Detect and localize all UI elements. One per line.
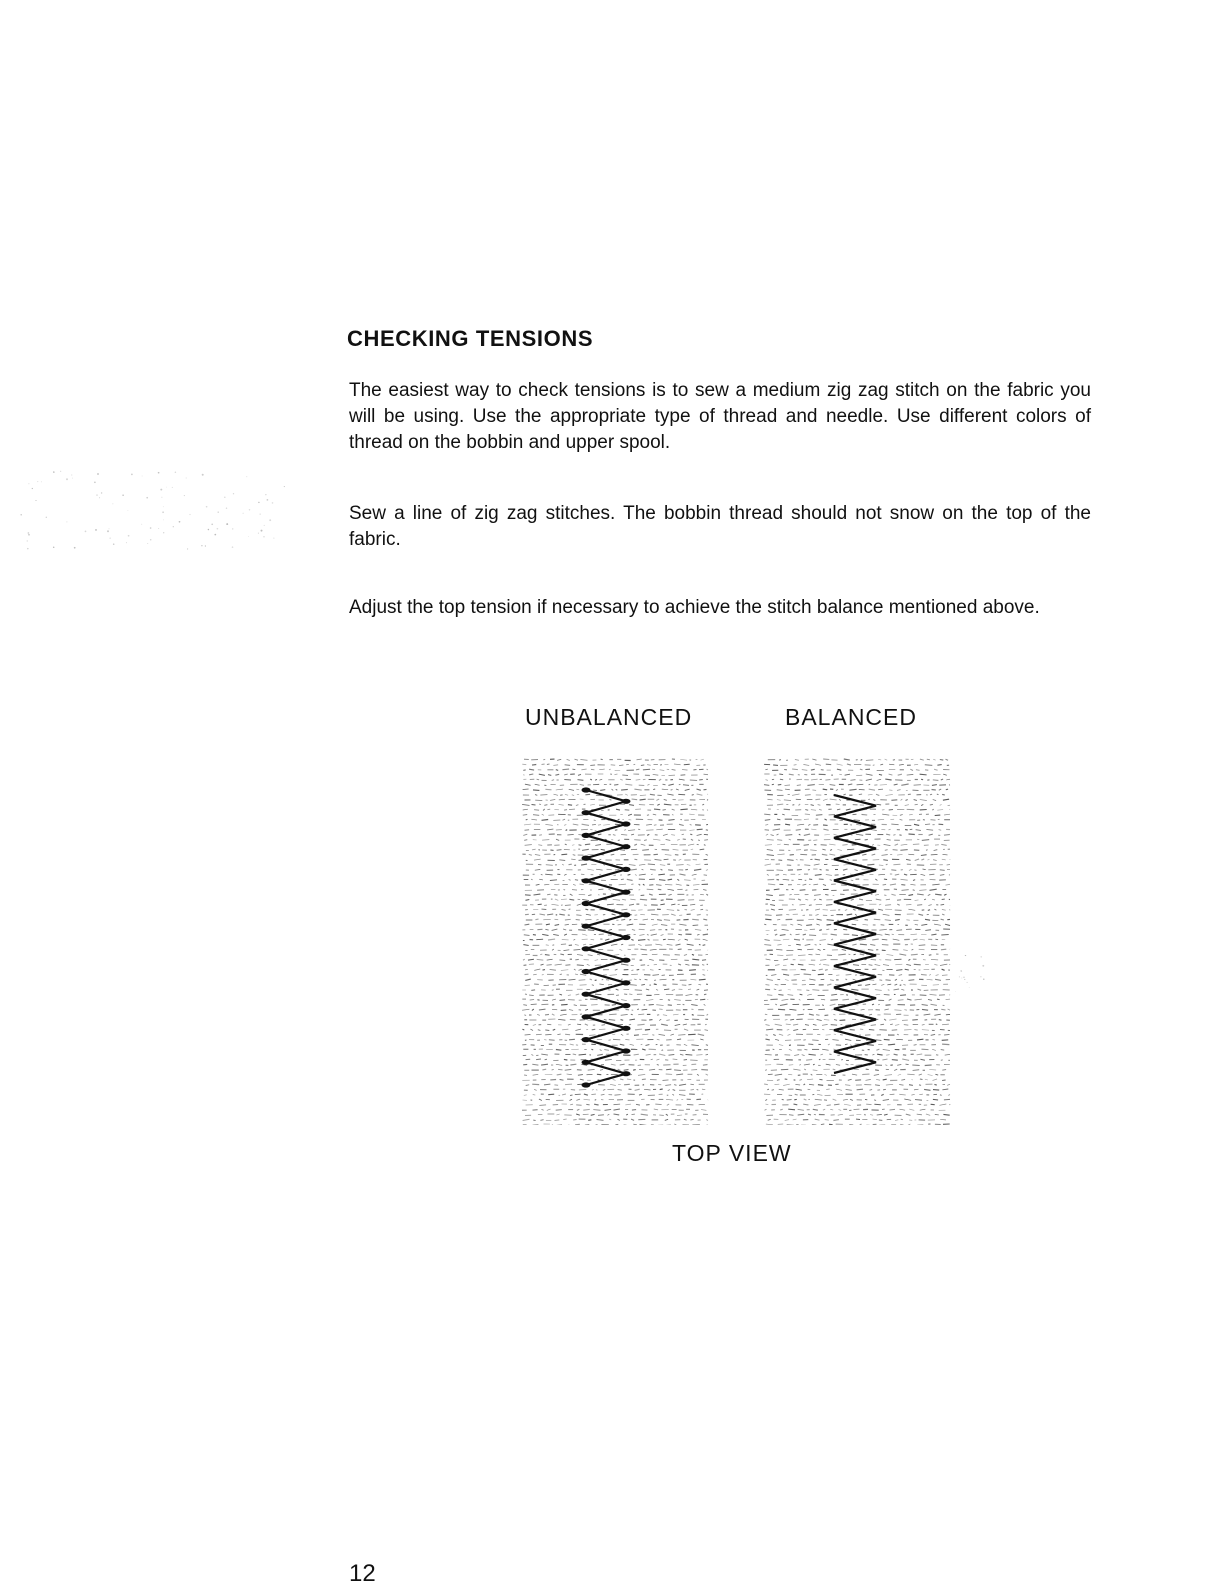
bobbin-knot (622, 980, 631, 985)
scan-speckle (955, 955, 985, 995)
bobbin-knot (582, 856, 591, 861)
bobbin-knot (622, 1026, 631, 1031)
figure-caption: TOP VIEW (672, 1140, 792, 1167)
page-number: 12 (349, 1560, 376, 1588)
bobbin-knot (622, 935, 631, 940)
bobbin-knot (582, 878, 591, 883)
section-heading: CHECKING TENSIONS (347, 326, 593, 352)
bobbin-knot (582, 810, 591, 815)
bobbin-knot (582, 1082, 591, 1087)
bobbin-knot (582, 1014, 591, 1019)
unbalanced-label: UNBALANCED (525, 704, 692, 731)
bobbin-knot (582, 969, 591, 974)
bobbin-knot (622, 1071, 631, 1076)
bobbin-knot (622, 912, 631, 917)
bobbin-knot (622, 867, 631, 872)
balanced-stitch-illustration (762, 755, 952, 1125)
balanced-label: BALANCED (785, 704, 917, 731)
bobbin-knot (582, 1060, 591, 1065)
fabric-texture (764, 759, 950, 1125)
bobbin-knot (582, 992, 591, 997)
bobbin-knot (622, 799, 631, 804)
zigzag-stitch (834, 795, 876, 1073)
bobbin-knot (622, 890, 631, 895)
bobbin-knot (582, 924, 591, 929)
bobbin-knot (582, 787, 591, 792)
bobbin-knot (582, 901, 591, 906)
bobbin-thread-knots (582, 787, 631, 1087)
bobbin-knot (622, 821, 631, 826)
bobbin-knot (622, 1048, 631, 1053)
scan-speckle (20, 470, 290, 550)
paragraph-adjust-tension: Adjust the top tension if necessary to achieve the stitch balance mentioned above. (349, 595, 1091, 621)
bobbin-knot (622, 958, 631, 963)
paragraph-check-tensions: The easiest way to check tensions is to sew a medium zig zag stitch on the fabric you will be using. Use the appropriate type of thread and needle. Use different colors of thread on the bobbin and upper spool. (349, 378, 1091, 456)
paragraph-sew-zigzag: Sew a line of zig zag stitches. The bobbin thread should not snow on the top of the fabric. (349, 501, 1091, 553)
bobbin-knot (582, 833, 591, 838)
bobbin-knot (622, 844, 631, 849)
bobbin-knot (582, 946, 591, 951)
bobbin-knot (622, 1003, 631, 1008)
bobbin-knot (582, 1037, 591, 1042)
unbalanced-stitch-illustration (520, 755, 710, 1125)
zigzag-stitch (586, 790, 626, 1085)
